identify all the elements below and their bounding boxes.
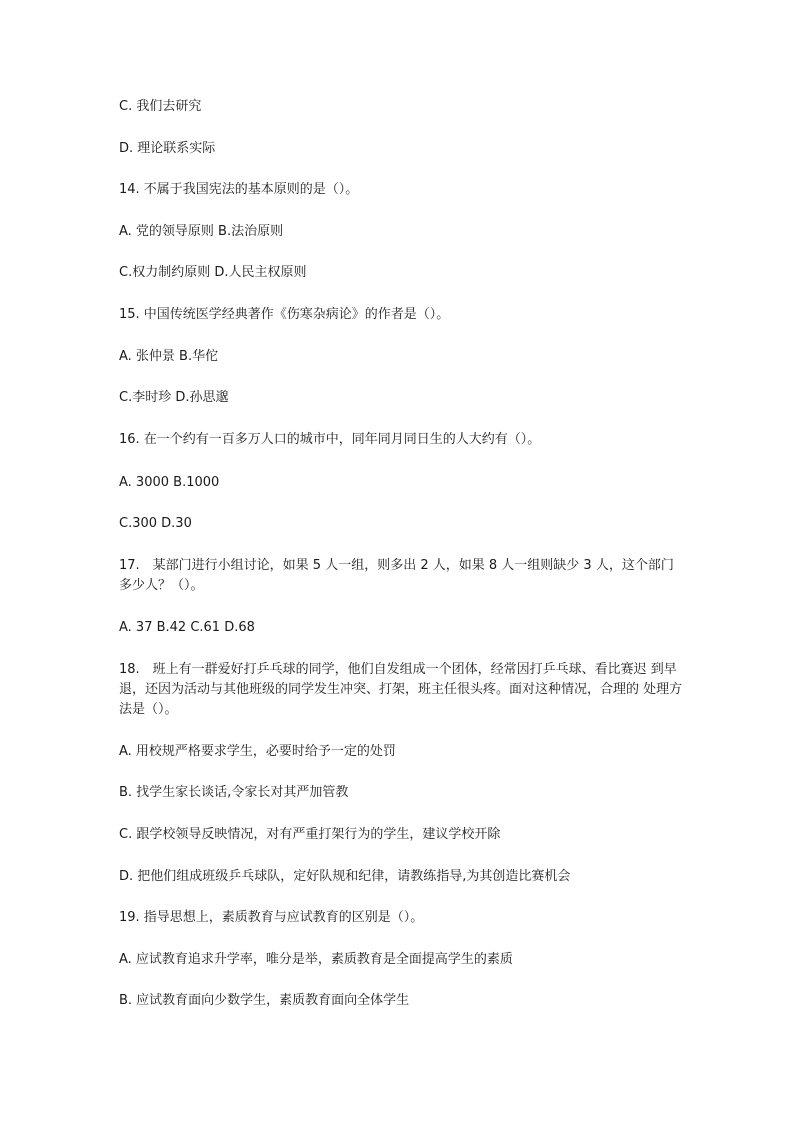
option-18-b: B. 找学生家长谈话,令家长对其严加管教 [119,785,349,800]
option-13-c: C. 我们去研究 [119,99,202,114]
option-13-d: D. 理论联系实际 [119,141,216,156]
question-15: 15. 中国传统医学经典著作《伤寒杂病论》的作者是（）。 [119,307,450,322]
options-16-cd: C.300 D.30 [119,516,192,531]
question-16: 16. 在一个约有一百多万人口的城市中，同年同月同日生的人大约有（）。 [119,432,541,447]
option-18-a: A. 用校规严格要求学生，必要时给予一定的处罚 [119,744,396,759]
question-14: 14. 不属于我国宪法的基本原则的是（）。 [119,182,359,197]
options-15-ab: A. 张仲景 B.华佗 [119,349,219,364]
option-18-d: D. 把他们组成班级乒乓球队，定好队规和纪律，请教练指导,为其创造比赛机会 [119,869,571,884]
option-19-b: B. 应试教育面向少数学生，素质教育面向全体学生 [119,993,410,1008]
options-17: A. 37 B.42 C.61 D.68 [119,620,255,635]
question-18: 18. 班上有一群爱好打乒乓球的同学，他们自发组成一个团体，经常因打乒乓球、看比赛迟 到早退，还因为活动与其他班级的同学发生冲突、打架，班主任很头疼。面对这种情况，合理的 处理方法是（）。 [119,662,683,717]
question-17: 17. 某部门进行小组讨论，如果 5 人一组，则多出 2 人，如果 8 人一组则缺少 3 人，这个部门 多少人？（）。 [119,558,674,593]
options-16-ab: A. 3000 B.1000 [119,475,220,490]
option-19-a: A. 应试教育追求升学率，唯分是举，素质教育是全面提高学生的素质 [119,952,513,967]
options-14-ab: A. 党的领导原则 B.法治原则 [119,224,284,239]
question-19: 19. 指导思想上，素质教育与应试教育的区别是（）。 [119,910,424,925]
options-15-cd: C.李时珍 D.孙思邈 [119,390,229,405]
options-14-cd: C.权力制约原则 D.人民主权原则 [119,265,307,280]
option-18-c: C. 跟学校领导反映情况，对有严重打架行为的学生，建议学校开除 [119,827,501,842]
